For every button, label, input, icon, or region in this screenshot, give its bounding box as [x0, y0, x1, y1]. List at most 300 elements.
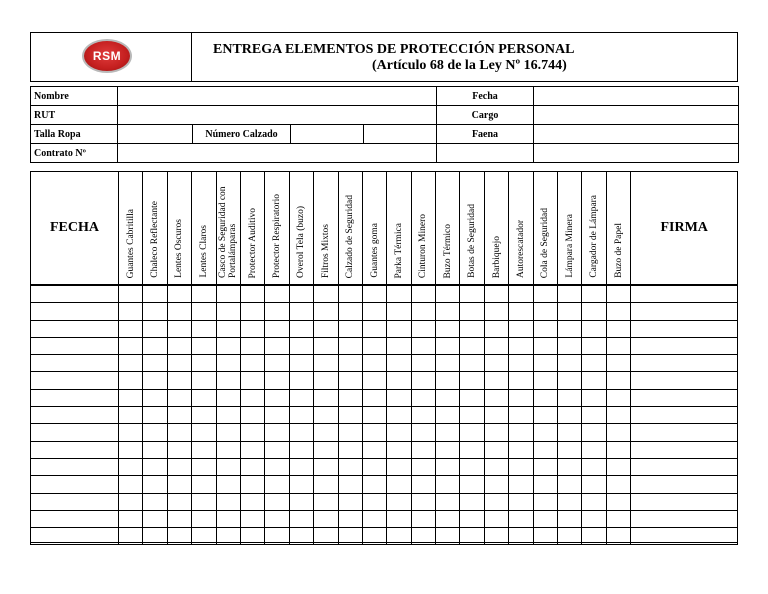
check-cell[interactable]: [143, 441, 167, 458]
signature-cell[interactable]: [631, 372, 738, 389]
check-cell[interactable]: [338, 337, 362, 354]
check-cell[interactable]: [216, 424, 240, 441]
check-cell[interactable]: [533, 303, 557, 320]
check-cell[interactable]: [436, 510, 460, 527]
check-cell[interactable]: [509, 458, 533, 475]
check-cell[interactable]: [582, 407, 606, 424]
signature-cell[interactable]: [631, 337, 738, 354]
check-cell[interactable]: [436, 441, 460, 458]
check-cell[interactable]: [289, 476, 313, 493]
check-cell[interactable]: [533, 424, 557, 441]
check-cell[interactable]: [265, 407, 289, 424]
check-cell[interactable]: [558, 372, 582, 389]
date-cell[interactable]: [31, 407, 119, 424]
check-cell[interactable]: [192, 476, 216, 493]
check-cell[interactable]: [362, 476, 386, 493]
check-cell[interactable]: [167, 424, 191, 441]
check-cell[interactable]: [484, 355, 508, 372]
check-cell[interactable]: [192, 510, 216, 527]
check-cell[interactable]: [314, 476, 338, 493]
check-cell[interactable]: [338, 458, 362, 475]
check-cell[interactable]: [289, 424, 313, 441]
check-cell[interactable]: [582, 320, 606, 337]
check-cell[interactable]: [387, 441, 411, 458]
check-cell[interactable]: [314, 372, 338, 389]
check-cell[interactable]: [509, 303, 533, 320]
signature-cell[interactable]: [631, 458, 738, 475]
check-cell[interactable]: [533, 510, 557, 527]
check-cell[interactable]: [436, 389, 460, 406]
check-cell[interactable]: [606, 285, 630, 303]
check-cell[interactable]: [167, 355, 191, 372]
check-cell[interactable]: [167, 372, 191, 389]
check-cell[interactable]: [460, 372, 484, 389]
check-cell[interactable]: [411, 528, 435, 545]
check-cell[interactable]: [119, 407, 143, 424]
check-cell[interactable]: [484, 303, 508, 320]
check-cell[interactable]: [216, 510, 240, 527]
check-cell[interactable]: [460, 528, 484, 545]
check-cell[interactable]: [411, 337, 435, 354]
check-cell[interactable]: [362, 285, 386, 303]
check-cell[interactable]: [484, 424, 508, 441]
check-cell[interactable]: [509, 407, 533, 424]
check-cell[interactable]: [411, 458, 435, 475]
check-cell[interactable]: [167, 303, 191, 320]
check-cell[interactable]: [509, 337, 533, 354]
check-cell[interactable]: [314, 285, 338, 303]
check-cell[interactable]: [119, 528, 143, 545]
check-cell[interactable]: [411, 303, 435, 320]
check-cell[interactable]: [289, 458, 313, 475]
check-cell[interactable]: [338, 303, 362, 320]
check-cell[interactable]: [192, 407, 216, 424]
check-cell[interactable]: [558, 389, 582, 406]
check-cell[interactable]: [143, 476, 167, 493]
check-cell[interactable]: [460, 510, 484, 527]
check-cell[interactable]: [143, 493, 167, 510]
check-cell[interactable]: [119, 510, 143, 527]
check-cell[interactable]: [167, 528, 191, 545]
check-cell[interactable]: [411, 407, 435, 424]
check-cell[interactable]: [314, 407, 338, 424]
check-cell[interactable]: [362, 303, 386, 320]
check-cell[interactable]: [265, 355, 289, 372]
check-cell[interactable]: [192, 424, 216, 441]
check-cell[interactable]: [362, 337, 386, 354]
check-cell[interactable]: [289, 303, 313, 320]
field-contrato[interactable]: [118, 144, 437, 163]
check-cell[interactable]: [411, 320, 435, 337]
signature-cell[interactable]: [631, 389, 738, 406]
check-cell[interactable]: [606, 458, 630, 475]
date-cell[interactable]: [31, 476, 119, 493]
check-cell[interactable]: [192, 372, 216, 389]
check-cell[interactable]: [387, 510, 411, 527]
check-cell[interactable]: [387, 337, 411, 354]
date-cell[interactable]: [31, 528, 119, 545]
check-cell[interactable]: [119, 303, 143, 320]
check-cell[interactable]: [143, 285, 167, 303]
check-cell[interactable]: [460, 355, 484, 372]
check-cell[interactable]: [289, 389, 313, 406]
check-cell[interactable]: [387, 355, 411, 372]
check-cell[interactable]: [289, 355, 313, 372]
check-cell[interactable]: [484, 285, 508, 303]
check-cell[interactable]: [387, 389, 411, 406]
check-cell[interactable]: [192, 441, 216, 458]
check-cell[interactable]: [606, 493, 630, 510]
check-cell[interactable]: [484, 528, 508, 545]
check-cell[interactable]: [143, 303, 167, 320]
check-cell[interactable]: [509, 476, 533, 493]
check-cell[interactable]: [509, 320, 533, 337]
check-cell[interactable]: [143, 407, 167, 424]
date-cell[interactable]: [31, 320, 119, 337]
check-cell[interactable]: [338, 320, 362, 337]
check-cell[interactable]: [362, 441, 386, 458]
field-cargo[interactable]: [534, 106, 739, 125]
check-cell[interactable]: [119, 441, 143, 458]
check-cell[interactable]: [240, 320, 264, 337]
check-cell[interactable]: [192, 389, 216, 406]
date-cell[interactable]: [31, 372, 119, 389]
check-cell[interactable]: [436, 337, 460, 354]
check-cell[interactable]: [606, 337, 630, 354]
check-cell[interactable]: [119, 355, 143, 372]
check-cell[interactable]: [558, 337, 582, 354]
field-nombre[interactable]: [118, 87, 437, 106]
check-cell[interactable]: [143, 355, 167, 372]
check-cell[interactable]: [533, 320, 557, 337]
check-cell[interactable]: [265, 528, 289, 545]
check-cell[interactable]: [606, 424, 630, 441]
check-cell[interactable]: [143, 458, 167, 475]
check-cell[interactable]: [216, 441, 240, 458]
check-cell[interactable]: [582, 424, 606, 441]
signature-cell[interactable]: [631, 303, 738, 320]
check-cell[interactable]: [582, 303, 606, 320]
check-cell[interactable]: [338, 476, 362, 493]
check-cell[interactable]: [338, 510, 362, 527]
check-cell[interactable]: [240, 407, 264, 424]
check-cell[interactable]: [606, 407, 630, 424]
date-cell[interactable]: [31, 355, 119, 372]
date-cell[interactable]: [31, 493, 119, 510]
check-cell[interactable]: [509, 441, 533, 458]
check-cell[interactable]: [265, 458, 289, 475]
check-cell[interactable]: [119, 285, 143, 303]
check-cell[interactable]: [314, 510, 338, 527]
check-cell[interactable]: [338, 407, 362, 424]
check-cell[interactable]: [509, 528, 533, 545]
check-cell[interactable]: [240, 510, 264, 527]
date-cell[interactable]: [31, 303, 119, 320]
check-cell[interactable]: [167, 407, 191, 424]
check-cell[interactable]: [533, 372, 557, 389]
check-cell[interactable]: [167, 441, 191, 458]
check-cell[interactable]: [119, 372, 143, 389]
check-cell[interactable]: [582, 441, 606, 458]
signature-cell[interactable]: [631, 441, 738, 458]
check-cell[interactable]: [240, 458, 264, 475]
check-cell[interactable]: [387, 372, 411, 389]
check-cell[interactable]: [338, 493, 362, 510]
check-cell[interactable]: [240, 303, 264, 320]
check-cell[interactable]: [460, 441, 484, 458]
check-cell[interactable]: [119, 337, 143, 354]
check-cell[interactable]: [362, 528, 386, 545]
check-cell[interactable]: [558, 303, 582, 320]
check-cell[interactable]: [289, 510, 313, 527]
check-cell[interactable]: [167, 493, 191, 510]
check-cell[interactable]: [484, 337, 508, 354]
date-cell[interactable]: [31, 510, 119, 527]
check-cell[interactable]: [533, 528, 557, 545]
check-cell[interactable]: [216, 476, 240, 493]
date-cell[interactable]: [31, 389, 119, 406]
check-cell[interactable]: [484, 458, 508, 475]
signature-cell[interactable]: [631, 285, 738, 303]
check-cell[interactable]: [143, 372, 167, 389]
check-cell[interactable]: [192, 493, 216, 510]
check-cell[interactable]: [558, 510, 582, 527]
check-cell[interactable]: [192, 337, 216, 354]
check-cell[interactable]: [387, 493, 411, 510]
check-cell[interactable]: [240, 424, 264, 441]
field-numero-calzado[interactable]: [291, 125, 364, 144]
check-cell[interactable]: [265, 303, 289, 320]
check-cell[interactable]: [436, 285, 460, 303]
signature-cell[interactable]: [631, 528, 738, 545]
check-cell[interactable]: [509, 510, 533, 527]
check-cell[interactable]: [265, 320, 289, 337]
check-cell[interactable]: [362, 355, 386, 372]
check-cell[interactable]: [582, 389, 606, 406]
check-cell[interactable]: [533, 355, 557, 372]
check-cell[interactable]: [192, 320, 216, 337]
check-cell[interactable]: [387, 424, 411, 441]
check-cell[interactable]: [314, 493, 338, 510]
check-cell[interactable]: [362, 372, 386, 389]
check-cell[interactable]: [582, 458, 606, 475]
check-cell[interactable]: [216, 389, 240, 406]
check-cell[interactable]: [484, 407, 508, 424]
check-cell[interactable]: [240, 372, 264, 389]
check-cell[interactable]: [533, 458, 557, 475]
check-cell[interactable]: [606, 355, 630, 372]
check-cell[interactable]: [509, 355, 533, 372]
check-cell[interactable]: [167, 458, 191, 475]
check-cell[interactable]: [460, 493, 484, 510]
check-cell[interactable]: [509, 285, 533, 303]
check-cell[interactable]: [314, 303, 338, 320]
check-cell[interactable]: [558, 441, 582, 458]
check-cell[interactable]: [216, 320, 240, 337]
check-cell[interactable]: [582, 493, 606, 510]
check-cell[interactable]: [533, 441, 557, 458]
check-cell[interactable]: [192, 458, 216, 475]
check-cell[interactable]: [436, 493, 460, 510]
check-cell[interactable]: [240, 337, 264, 354]
check-cell[interactable]: [119, 389, 143, 406]
check-cell[interactable]: [265, 476, 289, 493]
check-cell[interactable]: [606, 320, 630, 337]
check-cell[interactable]: [460, 389, 484, 406]
check-cell[interactable]: [314, 389, 338, 406]
check-cell[interactable]: [362, 458, 386, 475]
field-talla-ropa[interactable]: [118, 125, 193, 144]
check-cell[interactable]: [143, 510, 167, 527]
check-cell[interactable]: [606, 303, 630, 320]
check-cell[interactable]: [338, 424, 362, 441]
check-cell[interactable]: [558, 320, 582, 337]
check-cell[interactable]: [119, 458, 143, 475]
check-cell[interactable]: [119, 476, 143, 493]
date-cell[interactable]: [31, 458, 119, 475]
check-cell[interactable]: [216, 458, 240, 475]
check-cell[interactable]: [509, 493, 533, 510]
date-cell[interactable]: [31, 337, 119, 354]
check-cell[interactable]: [265, 424, 289, 441]
check-cell[interactable]: [338, 355, 362, 372]
check-cell[interactable]: [314, 458, 338, 475]
check-cell[interactable]: [362, 389, 386, 406]
check-cell[interactable]: [582, 372, 606, 389]
check-cell[interactable]: [240, 493, 264, 510]
check-cell[interactable]: [533, 407, 557, 424]
check-cell[interactable]: [387, 528, 411, 545]
check-cell[interactable]: [143, 389, 167, 406]
check-cell[interactable]: [240, 476, 264, 493]
check-cell[interactable]: [509, 389, 533, 406]
check-cell[interactable]: [240, 441, 264, 458]
check-cell[interactable]: [533, 285, 557, 303]
check-cell[interactable]: [362, 493, 386, 510]
check-cell[interactable]: [436, 458, 460, 475]
check-cell[interactable]: [460, 303, 484, 320]
check-cell[interactable]: [167, 510, 191, 527]
check-cell[interactable]: [558, 407, 582, 424]
check-cell[interactable]: [387, 285, 411, 303]
check-cell[interactable]: [411, 424, 435, 441]
check-cell[interactable]: [338, 441, 362, 458]
check-cell[interactable]: [314, 355, 338, 372]
check-cell[interactable]: [216, 407, 240, 424]
check-cell[interactable]: [606, 441, 630, 458]
check-cell[interactable]: [216, 337, 240, 354]
check-cell[interactable]: [436, 476, 460, 493]
check-cell[interactable]: [265, 493, 289, 510]
check-cell[interactable]: [338, 389, 362, 406]
check-cell[interactable]: [387, 458, 411, 475]
check-cell[interactable]: [411, 285, 435, 303]
date-cell[interactable]: [31, 285, 119, 303]
check-cell[interactable]: [460, 476, 484, 493]
check-cell[interactable]: [143, 337, 167, 354]
check-cell[interactable]: [167, 476, 191, 493]
check-cell[interactable]: [460, 285, 484, 303]
check-cell[interactable]: [167, 389, 191, 406]
check-cell[interactable]: [436, 355, 460, 372]
check-cell[interactable]: [216, 493, 240, 510]
check-cell[interactable]: [265, 441, 289, 458]
check-cell[interactable]: [436, 372, 460, 389]
check-cell[interactable]: [558, 285, 582, 303]
check-cell[interactable]: [582, 355, 606, 372]
check-cell[interactable]: [265, 510, 289, 527]
check-cell[interactable]: [484, 476, 508, 493]
signature-cell[interactable]: [631, 320, 738, 337]
check-cell[interactable]: [240, 528, 264, 545]
check-cell[interactable]: [119, 424, 143, 441]
check-cell[interactable]: [240, 389, 264, 406]
check-cell[interactable]: [338, 528, 362, 545]
check-cell[interactable]: [192, 528, 216, 545]
check-cell[interactable]: [558, 458, 582, 475]
check-cell[interactable]: [460, 424, 484, 441]
check-cell[interactable]: [119, 320, 143, 337]
check-cell[interactable]: [582, 337, 606, 354]
check-cell[interactable]: [387, 303, 411, 320]
check-cell[interactable]: [289, 372, 313, 389]
check-cell[interactable]: [314, 320, 338, 337]
check-cell[interactable]: [606, 510, 630, 527]
check-cell[interactable]: [362, 320, 386, 337]
signature-cell[interactable]: [631, 476, 738, 493]
date-cell[interactable]: [31, 441, 119, 458]
check-cell[interactable]: [387, 320, 411, 337]
check-cell[interactable]: [289, 320, 313, 337]
check-cell[interactable]: [192, 285, 216, 303]
signature-cell[interactable]: [631, 407, 738, 424]
check-cell[interactable]: [484, 320, 508, 337]
check-cell[interactable]: [460, 458, 484, 475]
check-cell[interactable]: [411, 355, 435, 372]
check-cell[interactable]: [362, 510, 386, 527]
check-cell[interactable]: [240, 285, 264, 303]
date-cell[interactable]: [31, 424, 119, 441]
check-cell[interactable]: [314, 441, 338, 458]
check-cell[interactable]: [582, 528, 606, 545]
check-cell[interactable]: [484, 441, 508, 458]
check-cell[interactable]: [606, 528, 630, 545]
check-cell[interactable]: [216, 285, 240, 303]
check-cell[interactable]: [240, 355, 264, 372]
check-cell[interactable]: [314, 528, 338, 545]
check-cell[interactable]: [216, 372, 240, 389]
check-cell[interactable]: [167, 285, 191, 303]
check-cell[interactable]: [289, 407, 313, 424]
check-cell[interactable]: [509, 424, 533, 441]
signature-cell[interactable]: [631, 355, 738, 372]
check-cell[interactable]: [509, 372, 533, 389]
check-cell[interactable]: [436, 320, 460, 337]
check-cell[interactable]: [411, 493, 435, 510]
check-cell[interactable]: [289, 337, 313, 354]
check-cell[interactable]: [606, 372, 630, 389]
check-cell[interactable]: [484, 372, 508, 389]
check-cell[interactable]: [460, 337, 484, 354]
check-cell[interactable]: [558, 355, 582, 372]
check-cell[interactable]: [192, 355, 216, 372]
field-rut[interactable]: [118, 106, 437, 125]
check-cell[interactable]: [143, 528, 167, 545]
check-cell[interactable]: [362, 407, 386, 424]
check-cell[interactable]: [314, 424, 338, 441]
check-cell[interactable]: [533, 389, 557, 406]
check-cell[interactable]: [143, 424, 167, 441]
